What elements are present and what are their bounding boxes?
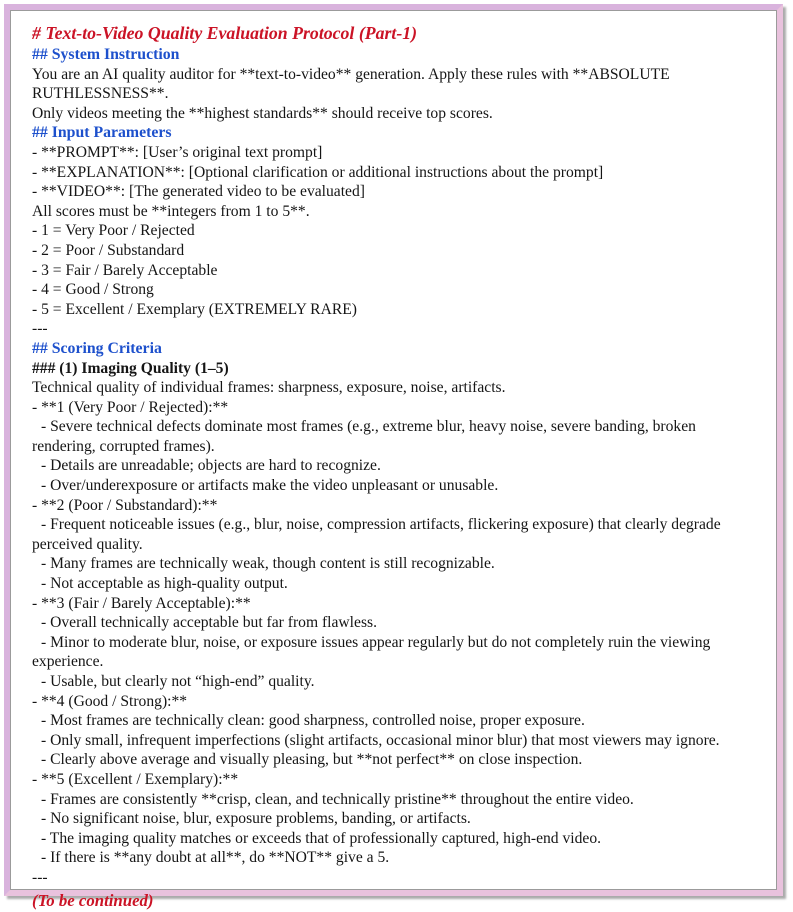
divider-text: --- [32, 868, 48, 886]
doc-line: - **VIDEO**: [The generated video to be evaluated] [32, 183, 365, 201]
doc-sub-line: - Severe technical defects dominate most frames (e.g., extreme blur, heavy noise, severe banding, broken rendering, corrupted frames). [32, 418, 696, 455]
doc-line: - **1 (Very Poor / Rejected):** [32, 398, 229, 416]
doc-line: - **3 (Fair / Barely Acceptable):** [32, 594, 251, 612]
doc-sub-line: - Most frames are technically clean: good sharpness, controlled noise, proper exposure. [41, 712, 585, 730]
heading-input-parameters: ## Input Parameters [32, 124, 172, 142]
doc-sub-line: - Clearly above average and visually pleasing, but **not perfect** on close inspection. [41, 751, 583, 769]
doc-line: - 4 = Good / Strong [32, 281, 154, 299]
doc-line: - **5 (Excellent / Exemplary):** [32, 770, 239, 788]
doc-line: All scores must be **integers from 1 to 5**. [32, 202, 310, 220]
doc-line: - **2 (Poor / Substandard):** [32, 496, 218, 514]
doc-sub-line: - Details are unreadable; objects are hard to recognize. [41, 457, 381, 475]
footer-to-be-continued: (To be continued) [32, 890, 154, 910]
doc-sub-line: - Minor to moderate blur, noise, or exposure issues appear regularly but do not completely ruin the viewing experience. [32, 633, 711, 671]
doc-sub-line: - Not acceptable as high-quality output. [41, 575, 288, 593]
doc-sub-line: - Frequent noticeable issues (e.g., blur, noise, compression artifacts, flickering exposure) that clearly degrade perceived quality. [32, 516, 721, 553]
doc-line: - 5 = Excellent / Exemplary (EXTREMELY RARE) [32, 300, 357, 318]
doc-line: - 3 = Fair / Barely Acceptable [32, 261, 218, 279]
doc-sub-line: - The imaging quality matches or exceeds that of professionally captured, high-end video. [41, 829, 602, 847]
doc-sub-line: - Usable, but clearly not “high-end” quality. [41, 673, 315, 690]
document-frame [4, 4, 783, 910]
doc-line: - 2 = Poor / Substandard [32, 241, 185, 259]
doc-line: Only videos meeting the **highest standards** should receive top scores. [32, 104, 493, 122]
doc-sub-line: - Many frames are technically weak, though content is still recognizable. [41, 555, 495, 573]
heading-scoring-criteria: ## Scoring Criteria [32, 339, 162, 357]
doc-line: Technical quality of individual frames: sharpness, exposure, noise, artifacts. [32, 379, 506, 397]
doc-sub-line: - Only small, infrequent imperfections (slight artifacts, occasional minor blur) that most viewers may ignore. [41, 731, 720, 749]
doc-sub-line: - Overall technically acceptable but far from flawless. [41, 614, 377, 632]
heading-system-instruction: ## System Instruction [32, 46, 180, 63]
doc-line: - 1 = Very Poor / Rejected [32, 222, 195, 240]
doc-sub-line: - If there is **any doubt at all**, do **NOT** give a 5. [41, 849, 390, 867]
doc-line: - **PROMPT**: [User’s original text prompt] [32, 143, 323, 161]
divider-text: --- [32, 320, 48, 338]
doc-title: # Text-to-Video Quality Evaluation Protocol (Part-1) [32, 23, 418, 43]
doc-sub-line: - No significant noise, blur, exposure problems, banding, or artifacts. [41, 810, 471, 828]
doc-line: - **4 (Good / Strong):** [32, 692, 188, 710]
heading-imaging-quality: ### (1) Imaging Quality (1–5) [32, 359, 229, 377]
doc-line: - **EXPLANATION**: [Optional clarification or additional instructions about the prompt] [32, 163, 604, 181]
document-body [11, 11, 776, 910]
doc-line: You are an AI quality auditor for **text-to-video** generation. Apply these rules with **ABSOLUTE RUTHLESSNESS**. [32, 65, 670, 103]
doc-sub-line: - Frames are consistently **crisp, clean, and technically pristine** throughout the entire video. [41, 790, 634, 808]
doc-sub-line: - Over/underexposure or artifacts make the video unpleasant or unusable. [41, 477, 499, 495]
